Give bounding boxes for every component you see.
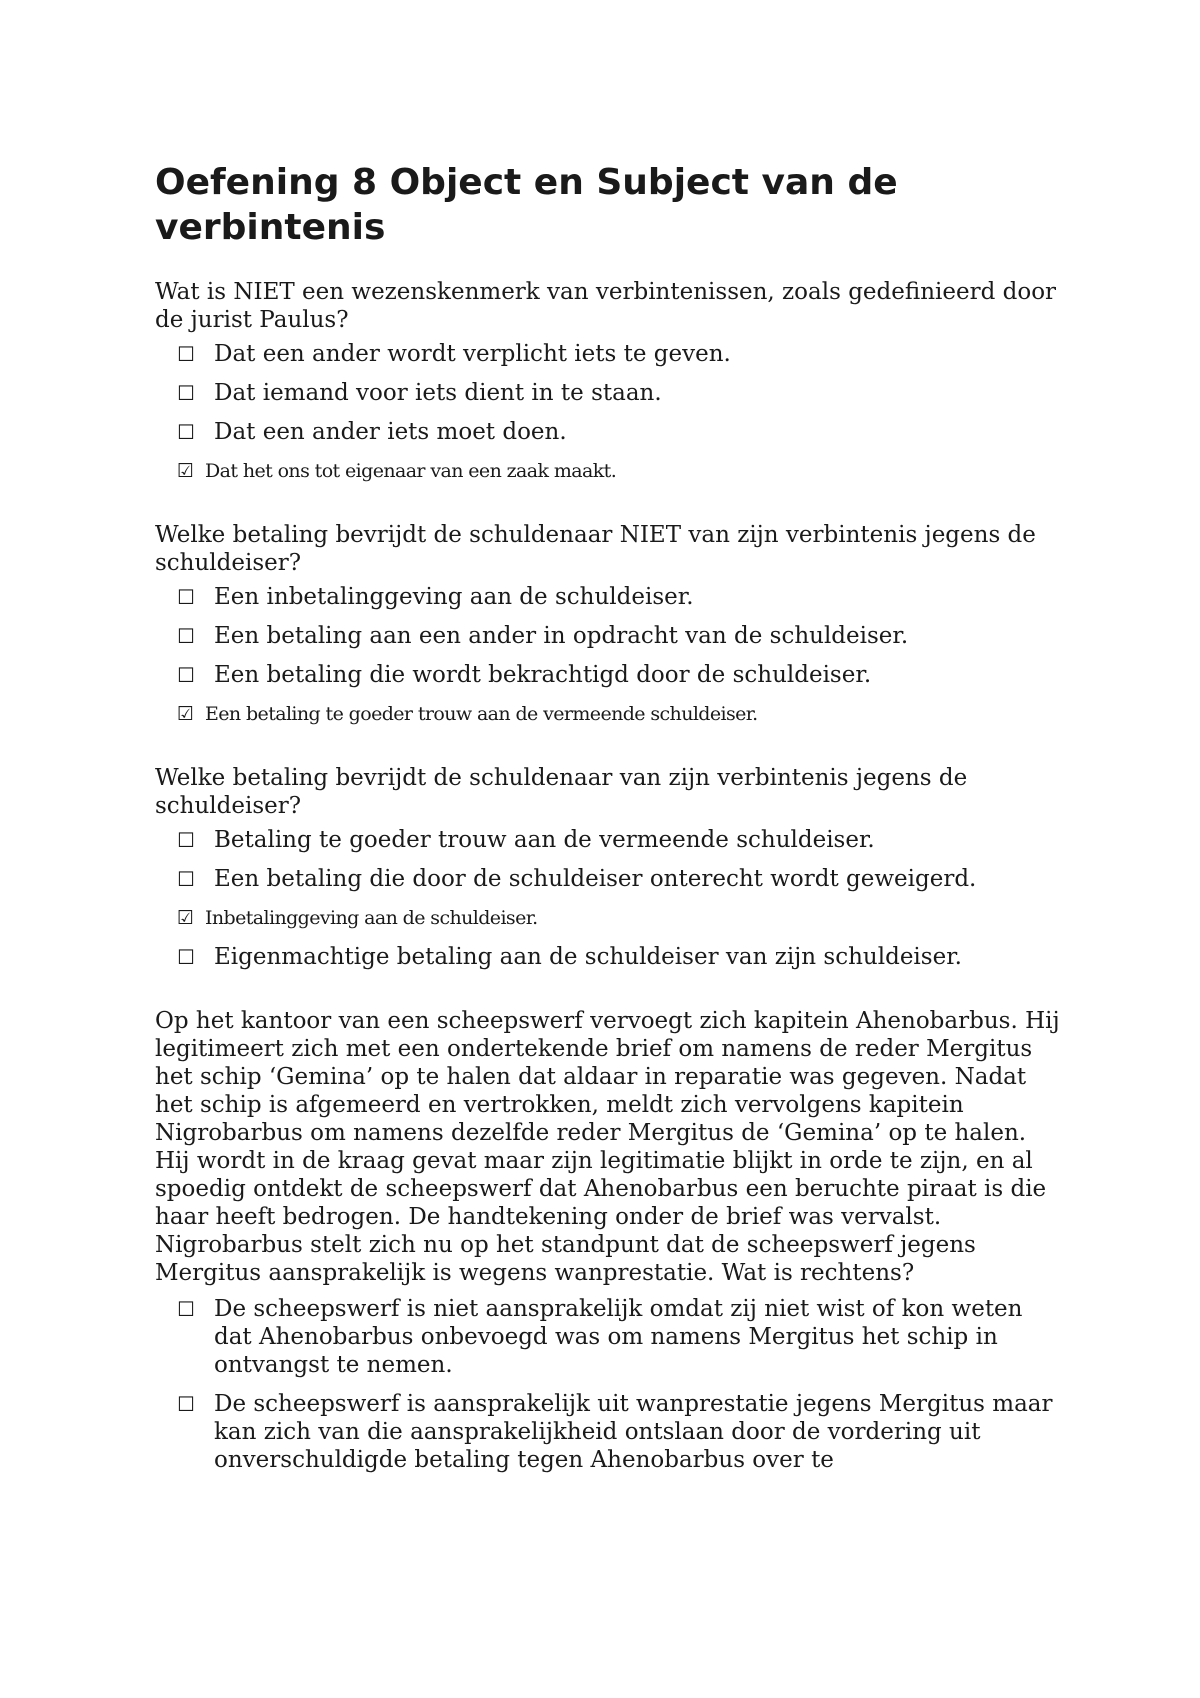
option-list <box>177 826 1060 971</box>
checkbox-checked-icon[interactable]: ☑ <box>177 907 194 929</box>
option-label: Dat een ander wordt verplicht iets te geven. <box>214 341 731 367</box>
option-item[interactable] <box>177 418 1060 446</box>
option-label: Een betaling die wordt bekrachtigd door de schuldeiser. <box>214 662 872 688</box>
checkbox-checked-icon[interactable]: ☑ <box>177 703 194 725</box>
option-list <box>177 340 1060 485</box>
checkbox-empty-icon[interactable]: ☐ <box>177 420 195 444</box>
option-label: Dat een ander iets moet doen. <box>214 419 567 445</box>
option-label: Dat iemand voor iets dient in te staan. <box>214 380 662 406</box>
checkbox-checked-icon[interactable]: ☑ <box>177 460 194 482</box>
checkbox-empty-icon[interactable]: ☐ <box>177 585 195 609</box>
checkbox-empty-icon[interactable]: ☐ <box>177 624 195 648</box>
checkbox-empty-icon[interactable]: ☐ <box>177 867 195 891</box>
question-block-3 <box>155 764 1060 971</box>
question-block-4 <box>155 1007 1060 1474</box>
question-text: Welke betaling bevrijdt de schuldenaar van zijn verbintenis jegens de schuldeiser? <box>155 765 968 819</box>
option-item-checked[interactable] <box>177 457 1060 485</box>
checkbox-empty-icon[interactable]: ☐ <box>177 945 195 969</box>
scenario-text: Op het kantoor van een scheepswerf vervoegt zich kapitein Ahenobarbus. Hij legitimeert zich met een ondertekende brief om namens de reder Mergitus het schip ‘Gemina’ op te halen dat aldaar in reparatie was gegeven. Nadat het schip is afgemeerd en vertrokken, meldt zich vervolgens kapitein Nigrobarbus om namens dezelfde reder Mergitus de ‘Gemina’ op te halen. Hij wordt in de kraag gevat maar zijn legitimatie blijkt in orde te zijn, en al spoedig ontdekt de scheepswerf dat Ahenobarbus een beruchte piraat is die haar heeft bedrogen. De handtekening onder de brief was vervalst. Nigrobarbus stelt zich nu op het standpunt dat de scheepswerf jegens Mergitus aansprakelijk is wegens wanprestatie. Wat is rechtens? <box>155 1008 1060 1286</box>
option-item[interactable] <box>177 583 1060 611</box>
option-item[interactable] <box>177 1295 1060 1379</box>
option-item[interactable] <box>177 340 1060 368</box>
option-label: Betaling te goeder trouw aan de vermeende schuldeiser. <box>214 827 875 853</box>
option-item-checked[interactable] <box>177 700 1060 728</box>
option-list <box>177 583 1060 728</box>
option-label: De scheepswerf is aansprakelijk uit wanprestatie jegens Mergitus maar kan zich van die aansprakelijkheid ontslaan door de vordering uit onverschuldigde betaling tegen Ahenobarbus over te <box>214 1391 1053 1473</box>
checkbox-empty-icon[interactable]: ☐ <box>177 663 195 687</box>
option-item[interactable] <box>177 1390 1060 1474</box>
option-item-checked[interactable] <box>177 904 1060 932</box>
option-item[interactable] <box>177 943 1060 971</box>
option-item[interactable] <box>177 661 1060 689</box>
page-title: Oefening 8 Object en Subject van de verbintenis <box>155 162 898 248</box>
checkbox-empty-icon[interactable]: ☐ <box>177 342 195 366</box>
option-label: De scheepswerf is niet aansprakelijk omdat zij niet wist of kon weten dat Ahenobarbus onbevoegd was om namens Mergitus het schip in ontvangst te nemen. <box>214 1296 1023 1378</box>
question-text: Wat is NIET een wezenskenmerk van verbintenissen, zoals gedefinieerd door de jurist Paulus? <box>155 279 1057 333</box>
question-block-2 <box>155 521 1060 728</box>
option-item[interactable] <box>177 379 1060 407</box>
checkbox-empty-icon[interactable]: ☐ <box>177 828 195 852</box>
option-item[interactable] <box>177 865 1060 893</box>
option-label: Een inbetalinggeving aan de schuldeiser. <box>214 584 694 610</box>
document-page <box>155 160 1060 1510</box>
option-label: Inbetalinggeving aan de schuldeiser. <box>205 907 538 929</box>
question-block-1 <box>155 278 1060 485</box>
option-label: Een betaling die door de schuldeiser onterecht wordt geweigerd. <box>214 866 977 892</box>
checkbox-empty-icon[interactable]: ☐ <box>177 381 195 405</box>
checkbox-empty-icon[interactable]: ☐ <box>177 1297 195 1321</box>
option-item[interactable] <box>177 622 1060 650</box>
option-label: Eigenmachtige betaling aan de schuldeiser van zijn schuldeiser. <box>214 944 962 970</box>
option-item[interactable] <box>177 826 1060 854</box>
option-label: Een betaling te goeder trouw aan de vermeende schuldeiser. <box>205 703 758 725</box>
option-label: Dat het ons tot eigenaar van een zaak maakt. <box>205 460 617 482</box>
option-list <box>177 1295 1060 1474</box>
checkbox-empty-icon[interactable]: ☐ <box>177 1392 195 1416</box>
question-text: Welke betaling bevrijdt de schuldenaar NIET van zijn verbintenis jegens de schuldeiser? <box>155 522 1036 576</box>
option-label: Een betaling aan een ander in opdracht van de schuldeiser. <box>214 623 909 649</box>
